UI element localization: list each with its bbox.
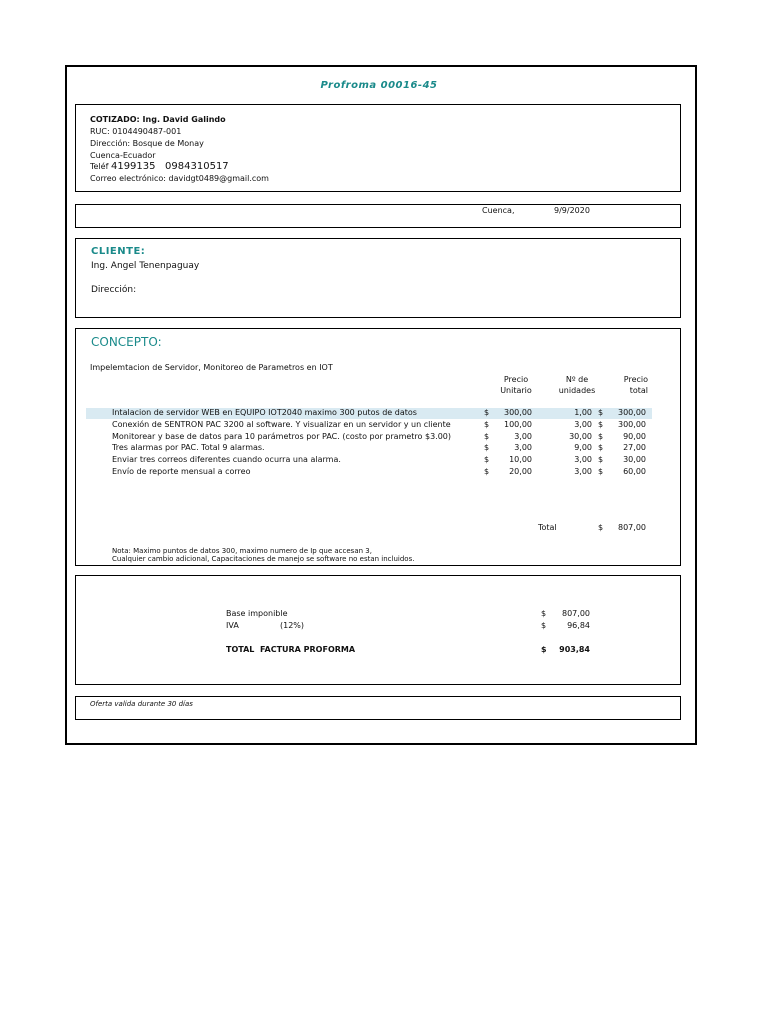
item-qty: 3,00: [574, 455, 592, 465]
issuer-city: Cuenca-Ecuador: [90, 151, 156, 160]
item-total-currency: $: [598, 455, 604, 465]
issuer-email: Correo electrónico: davidgt0489@gmail.com: [90, 174, 269, 183]
item-unit-currency: $: [484, 419, 490, 429]
concept-box: [75, 328, 681, 566]
base-label: Base imponible: [226, 609, 288, 618]
client-label: CLIENTE:: [91, 246, 146, 257]
item-unit-currency: $: [484, 408, 490, 417]
client-box: [75, 238, 681, 318]
col-unit-price-2: Unitario: [500, 386, 532, 395]
item-total-currency: $: [598, 443, 604, 453]
date-box: [75, 204, 681, 228]
document-title: Profroma 00016-45: [320, 80, 438, 91]
item-total-currency: $: [598, 431, 604, 441]
concept-description: Impelemtacion de Servidor, Monitoreo de Parametros en IOT: [90, 363, 333, 372]
iva-rate: (12%): [280, 621, 305, 630]
grand-total-label: TOTAL FACTURA PROFORMA: [226, 645, 356, 654]
item-description: Monitorear y base de datos para 10 parámetros por PAC. (costo por prametro $3.00): [112, 431, 452, 441]
concept-heading: CONCEPTO:: [91, 335, 162, 349]
item-total-currency: $: [598, 467, 604, 476]
issuer-box: [75, 104, 681, 192]
item-unit-currency: $: [484, 443, 490, 453]
quoted-label: COTIZADO:: [90, 115, 140, 124]
iva-currency: $: [541, 621, 547, 630]
item-total: 300,00: [618, 419, 646, 429]
note-line-1: Nota: Maximo puntos de datos 300, maximo numero de Ip que accesan 3,: [112, 547, 372, 555]
issuer-address: Dirección: Bosque de Monay: [90, 139, 204, 148]
date-city: Cuenca,: [482, 206, 515, 215]
item-total-currency: $: [598, 419, 604, 429]
item-description: Conexión de SENTRON PAC 3200 al software. Y visualizar en un servidor y un cliente: [112, 419, 451, 429]
concept-total-value: 807,00: [618, 523, 646, 532]
issuer-ruc: RUC: 0104490487-001: [90, 127, 182, 136]
item-total-currency: $: [598, 408, 604, 417]
quoted-by: [90, 115, 226, 124]
table-row: [88, 443, 648, 454]
item-description: Intalacion de servidor WEB en EQUIPO IOT2040 maximo 300 putos de datos: [112, 408, 417, 417]
item-unit-price: 20,00: [509, 467, 532, 476]
concept-total-currency: $: [598, 523, 604, 532]
item-total: 30,00: [623, 455, 646, 465]
item-description: Envío de reporte mensual a correo: [112, 467, 251, 476]
item-total: 27,00: [623, 443, 646, 453]
issuer-phone: [90, 161, 229, 172]
col-units-1: Nº de: [565, 375, 589, 384]
table-row: [88, 420, 648, 431]
col-unit-price-1: Precio: [503, 375, 529, 384]
item-unit-currency: $: [484, 431, 490, 441]
item-total: 300,00: [618, 408, 646, 417]
item-unit-currency: $: [484, 455, 490, 465]
note-line-2: Cualquier cambio adicional, Capacitaciones de manejo se software no estan incluidos.: [112, 555, 415, 563]
item-qty: 9,00: [574, 443, 592, 453]
item-unit-price: 10,00: [509, 455, 532, 465]
phone-numbers: 4199135 0984310517: [110, 161, 229, 172]
grand-total-currency: $: [541, 645, 547, 654]
item-total: 90,00: [623, 431, 646, 441]
item-unit-currency: $: [484, 467, 490, 476]
item-unit-price: 3,00: [514, 431, 532, 441]
item-qty: 1,00: [574, 408, 592, 417]
phone-label: Teléf: [90, 162, 109, 171]
footer-box: [75, 696, 681, 720]
iva-label: IVA: [226, 621, 239, 630]
base-currency: $: [541, 609, 547, 618]
base-value: 807,00: [562, 609, 590, 618]
col-units-2: unidades: [558, 386, 596, 395]
table-row: [88, 432, 648, 443]
iva-value: 96,84: [567, 621, 590, 630]
item-unit-price: 3,00: [514, 443, 532, 453]
item-qty: 30,00: [569, 431, 592, 441]
item-unit-price: 100,00: [504, 419, 532, 429]
col-total-1: Precio: [623, 375, 648, 384]
table-row: [88, 467, 648, 478]
table-row: [88, 455, 648, 466]
quoted-name: Ing. David Galindo: [142, 115, 226, 124]
table-row: [86, 408, 652, 419]
client-name: Ing. Angel Tenenpaguay: [91, 261, 200, 271]
item-qty: 3,00: [574, 419, 592, 429]
item-qty: 3,00: [574, 467, 592, 476]
summary-box: [75, 575, 681, 685]
concept-total-label: Total: [538, 523, 557, 532]
item-description: Enviar tres correos diferentes cuando ocurra una alarma.: [112, 455, 341, 465]
item-total: 60,00: [623, 467, 646, 476]
item-unit-price: 300,00: [504, 408, 532, 417]
date-value: 9/9/2020: [554, 206, 590, 215]
client-address-label: Dirección:: [91, 285, 137, 295]
item-description: Tres alarmas por PAC. Total 9 alarmas.: [112, 443, 265, 453]
validity-note: Oferta valida durante 30 días: [90, 700, 193, 708]
col-total-2: total: [629, 386, 648, 395]
grand-total-value: 903,84: [559, 645, 590, 654]
